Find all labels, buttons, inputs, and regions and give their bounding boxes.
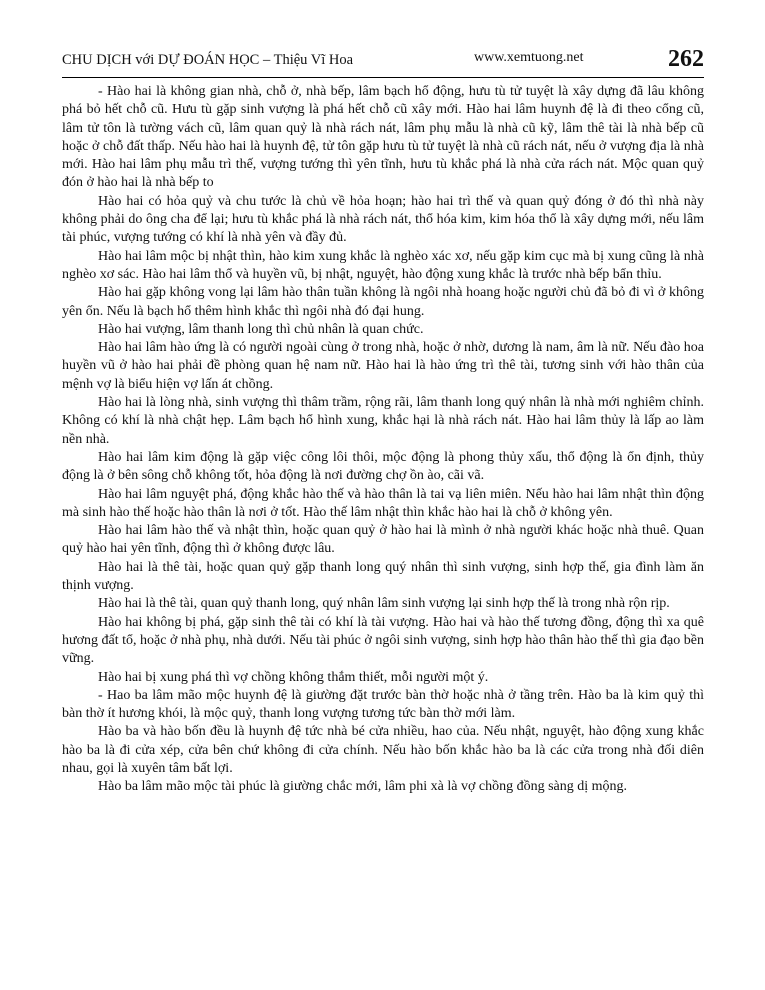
paragraph: Hào hai có hỏa quỷ và chu tước là chủ về hỏa hoạn; hào hai trì thế và quan quỷ đóng ở đó thì nhà này không phải do ông cha để lại; hưu tù khắc phá là nhà rách nát, thổ hóa kim, kim hóa thổ là xây dựng mới, nếu lâm tài phúc, vượng tướng có khí là nhà yên và đầy đủ.: [62, 193, 704, 246]
paragraph: - Hào hai là không gian nhà, chỗ ở, nhà bếp, lâm bạch hổ động, hưu tù tử tuyệt là xây dựng đã lâu không phá bỏ hết chỗ cũ. Hưu tù gặp sinh vượng là phá hết chỗ cũ xây mới. Hào hai lâm huynh đệ là đi theo cổng cũ, lâm tử tôn là tường vách cũ, lâm quan quỷ là nhà rách nát, lâm phụ mẫu là nhà cũ kỹ, lâm thê tài là nhà bếp cũ hoặc ở chỗ đất thấp. Nếu hào hai là huynh đệ, tử tôn gặp hưu tù tử tuyệt là nhà cũ rách nát, nếu ở vượng địa là nhà mới. Hào hai lâm phụ mẫu trì thế, vượng tướng thì yên tĩnh, hưu tù khắc phá là nhà cửa rách nát. Mộc quan quỷ đón ở hào hai là nhà bếp to: [62, 84, 704, 191]
paragraph: Hào ba lâm mão mộc tài phúc là giường chắc mới, lâm phi xà là vợ chồng đồng sàng dị mộng.: [98, 779, 628, 795]
paragraph: Hào hai lâm kim động là gặp việc công lôi thôi, mộc động là phong thủy xấu, thổ động là ổn định, thủy động là ở bên sông chỗ không tốt, hỏa động là nơi đường chợ ồn ào, cãi vã.: [62, 449, 704, 484]
paragraph: Hào hai là thê tài, hoặc quan quỷ gặp thanh long quý nhân thì sinh vượng, sinh hợp thế, gia đình làm ăn thịnh vượng.: [62, 559, 704, 594]
page-number: 262: [668, 46, 704, 72]
paragraph: Hào hai là lòng nhà, sinh vượng thì thâm trầm, rộng rãi, lâm thanh long quý nhân là nhà mới nghiêm chỉnh. Không có khí là nhà chật hẹp. Lâm bạch hổ hình xung, khắc hại là nhà rách nát. Hào hai lâm thủy là lấp ao làm nền nhà.: [62, 395, 704, 447]
paragraph: Hào hai vượng, lâm thanh long thì chủ nhân là quan chức.: [98, 321, 424, 337]
paragraph: Hào ba và hào bốn đều là huynh đệ tức nhà bé cửa nhiều, hao của. Nếu nhật, nguyệt, hào động xung khắc hào ba là đi cửa xép, cửa bên chứ không đi cửa chính. Nếu hào bốn khắc hào ba là các cửa trong nhà đối diên nhau, gọi là xuyên tâm bất lợi.: [62, 724, 704, 776]
page-header: [62, 46, 704, 78]
website-link[interactable]: www.xemtuong.net: [474, 50, 584, 65]
paragraph: Hào hai lâm nguyệt phá, động khắc hào thế và hào thân là tai vạ liên miên. Nếu hào hai lâm nhật thìn động mà sinh hào thế hoặc hào thân là nơi ở tốt. Hào thế lâm nhật thìn khắc hào hai là chỗ ở không yên.: [62, 486, 704, 520]
page-body: [62, 83, 704, 797]
paragraph: Hào hai gặp không vong lại lâm hào thân tuần không là ngôi nhà hoang hoặc người chủ đã bỏ đi vì ở không yên ổn. Nếu là bạch hổ thêm hình khắc thì ngôi nhà đó đại hung.: [62, 285, 704, 319]
paragraph: Hào hai lâm hào ứng là có người ngoài cùng ở trong nhà, hoặc ở nhờ, dương là nam, âm là nữ. Nếu đào hoa huyền vũ ở hào hai phải đề phòng quan hệ nam nữ. Hào hai là hào ứng trì thê tài, tương sinh với hào thân của mệnh vợ là biểu hiện vợ lấn át chồng.: [62, 340, 704, 392]
paragraph: Hào hai bị xung phá thì vợ chồng không thắm thiết, mỗi người một ý.: [98, 669, 489, 685]
paragraph: Hào hai lâm mộc bị nhật thìn, hào kim xung khắc là nghèo xác xơ, nếu gặp kim cục mà bị xung cũng là nhà nghèo xơ sác. Hào hai lâm thổ và huyền vũ, bị nhật, nguyệt, hào động xung khắc là trước nhà bếp bẩn thỉu.: [62, 248, 704, 282]
paragraph: Hào hai lâm hào thế và nhật thìn, hoặc quan quỷ ở hào hai là mình ở nhà người khác hoặc nhà thuê. Quan quỷ hào hai yên tĩnh, động thì ở không được lâu.: [62, 523, 704, 557]
paragraph: Hào hai không bị phá, gặp sinh thê tài có khí là tài vượng. Hào hai và hào thế tương đồng, động thì xa quê hương đất tổ, hoặc ở nhà phụ, nhà dưới. Nếu tài phúc ở ngôi sinh vượng, sinh hợp hào thân hào thế thì gia đạo bền vững.: [62, 614, 704, 667]
paragraph: Hào hai là thê tài, quan quỷ thanh long, quý nhân lâm sinh vượng lại sinh hợp thế là trong nhà rộn rịp.: [98, 596, 670, 612]
paragraph: - Hao ba lâm mão mộc huynh đệ là giường đặt trước bàn thờ hoặc nhà ở tầng trên. Hào ba là kim quỷ thì bàn thờ ít hương khói, là mộc quỷ, thanh long vượng tương tức bàn thờ mới làm.: [62, 687, 704, 722]
header-divider: [62, 77, 704, 78]
book-title: CHU DỊCH với DỰ ĐOÁN HỌC – Thiệu Vĩ Hoa: [62, 52, 354, 68]
